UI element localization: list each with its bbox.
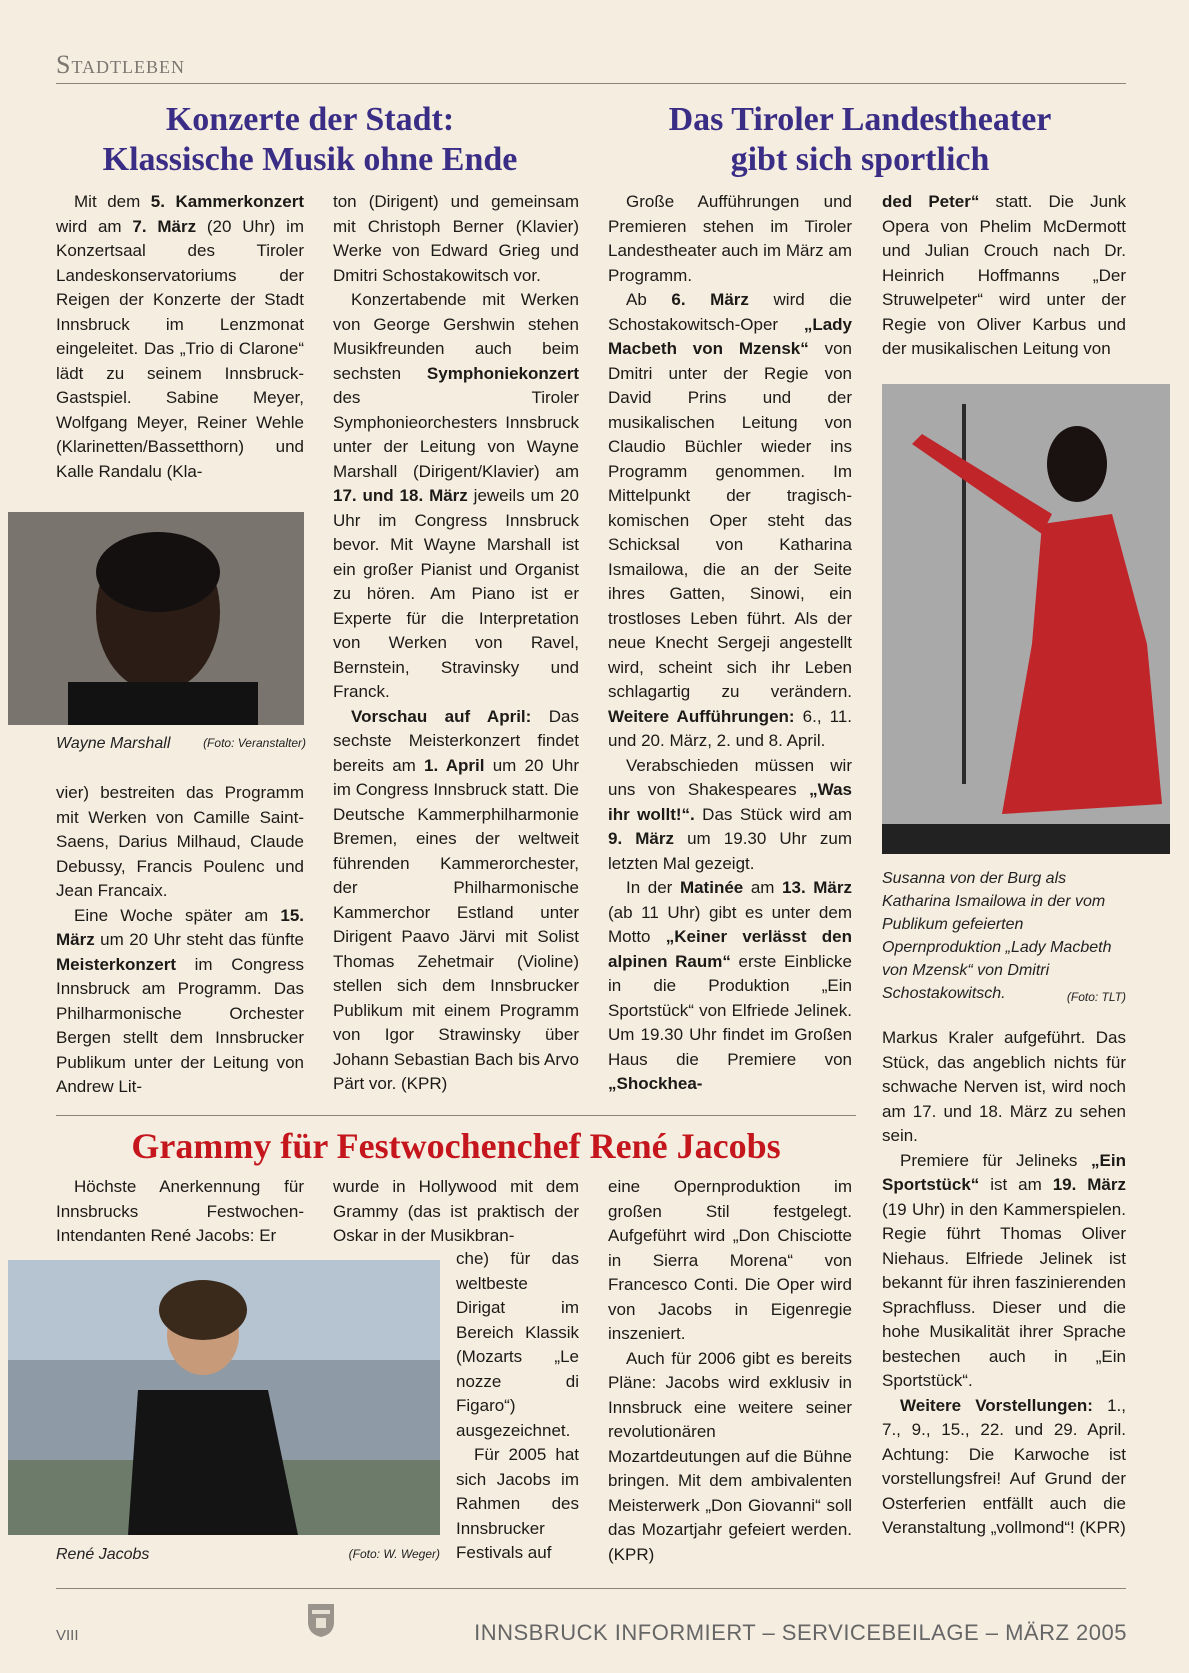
caption-credit: (Foto: Veranstalter) xyxy=(203,736,306,750)
article1-title-line2: Klassische Musik ohne Ende xyxy=(102,141,518,178)
header-rule xyxy=(56,83,1126,84)
caption-text: René Jacobs xyxy=(56,1546,150,1563)
caption-text: Wayne Marshall xyxy=(56,735,171,752)
article3-headline: Grammy für Festwochenchef René Jacobs xyxy=(131,1126,781,1166)
page-number: VIII xyxy=(56,1627,79,1644)
article3-column2-top: wurde in Hollywood mit dem Grammy (das ist praktisch der Oskar in der Musikbran- xyxy=(333,1177,579,1245)
footer-rule xyxy=(56,1588,1126,1589)
caption-credit: (Foto: TLT) xyxy=(1066,990,1126,1004)
wayne-marshall-photo xyxy=(8,512,304,725)
article2-headline xyxy=(600,100,1120,180)
section-label: Stadtleben xyxy=(56,50,185,79)
caption-credit: (Foto: W. Weger) xyxy=(348,1547,440,1561)
article3-column2-narrow: che) für das weltbeste Dirigat im Bereich Klassik (Mozarts „Le nozze di Figaro“) ausgezeichnet. Für 2005 hat sich Jacobs im Rahmen des Innsbrucker Festivals auf xyxy=(456,1249,579,1562)
article1-headline xyxy=(50,100,570,180)
publication-footer: INNSBRUCK INFORMIERT – SERVICEBEILAGE – MÄRZ 2005 xyxy=(474,1620,1127,1645)
article3-rule xyxy=(56,1115,856,1116)
article3-column3: eine Opernproduktion im großen Stil festgelegt. Aufgeführt wird „Don Chisciotte in Sierra Morena“ von Francesco Conti. Die Oper wird von Jacobs in Eigenregie inszeniert. Auch für 2006 gibt es bereits Pläne: Jacobs wird exklusiv in Innsbruck eine weitere seiner revolutionären Mozartdeutungen auf die Bühne bringen. Mit dem ambivalenten Meisterwerk „Don Giovanni“ soll das Mozartjahr gefeiert werden. (KPR) xyxy=(608,1177,852,1564)
article2-title-line2: gibt sich sportlich xyxy=(730,141,990,178)
article3-column1-top: Höchste Anerkennung für Innsbrucks Festwochen-Intendanten René Jacobs: Er xyxy=(56,1177,304,1245)
article1-column2: ton (Dirigent) und gemeinsam mit Christoph Berner (Klavier) Werke von Edward Grieg und Dmitri Schostakowitsch vor. Konzertabende mit Werken von George Gershwin stehen Musikfreunden auch beim sechsten Symphoniekonzert des Tiroler Symphonieorchesters Innsbruck unter der Leitung von Wayne Marshall (Dirigent/Klavier) am 17. und 18. März jeweils um 20 Uhr im Congress Innsbruck bevor. Mit Wayne Marshall ist ein großer Pianist und Organist zu hören. Am Piano ist er Experte für die Interpretation von Werken von Ravel, Bernstein, Stravinsky und Franck. Vorschau auf April: Das sechste Meisterkonzert findet bereits am 1. April um 20 Uhr im Congress Innsbruck statt. Die Deutsche Kammerphilharmonie Bremen, eines der weltweit führenden Kammerorchester, der Philharmonische Kammerchor Estland unter Dirigent Paavo Järvi mit Solist Thomas Zehetmair (Violine) stellen sich dem Innsbrucker Publikum mit einem Programm von Igor Strawinsky über Johann Sebastian Bach bis Arvo Pärt vor. (KPR) xyxy=(333,192,579,1093)
rene-jacobs-photo xyxy=(8,1260,440,1535)
city-crest-icon xyxy=(306,1602,336,1643)
lady-macbeth-photo xyxy=(882,384,1170,854)
article1-column1-bottom: vier) bestreiten das Programm mit Werken von Camille Saint-Saens, Darius Milhaud, Claude Debussy, Francis Poulenc und Jean Francaix. Eine Woche später am 15. März um 20 Uhr steht das fünfte Meisterkonzert im Congress Innsbruck am Programm. Das Philharmonische Orchester Bergen stellt dem Innsbrucker Publikum unter der Leitung von Andrew Lit- xyxy=(56,783,304,1096)
article2-title-line1: Das Tiroler Landestheater xyxy=(668,101,1052,138)
article2-column1: Große Aufführungen und Premieren stehen im Tiroler Landestheater auch im März am Programm. Ab 6. März wird die Schostakowitsch-Oper „Lady Macbeth von Mzensk“ von Dmitri unter der Regie von David Prins und der musikalischen Leitung von Claudio Büchler wieder ins Programm genommen. Im Mittelpunkt der tragisch-komischen Oper steht das Schicksal von Katharina Ismailowa, die an der Seite ihres Gatten, Sinowi, ein trostloses Leben führt. Als der neue Knecht Sergeji angestellt wird, scheint sich ihr Leben schlagartig zu verändern. Weitere Aufführungen: 6., 11. und 20. März, 2. und 8. April. Verabschieden müssen wir uns von Shakespeares „Was ihr wollt!“. Das Stück wird am 9. März um 19.30 Uhr zum letzten Mal gezeigt. In der Matinée am 13. März (ab 11 Uhr) gibt es unter dem Motto „Keiner verlässt den alpinen Raum“ erste Einblicke in die Produktion „Ein Sportstück“ von Elfriede Jelinek. Um 19.30 Uhr findet im Großen Haus die Premiere von „Shockhea- xyxy=(608,192,853,1093)
lady-macbeth-caption xyxy=(882,867,1126,1009)
rene-jacobs-caption xyxy=(56,1543,440,1566)
article1-column1-top: Mit dem 5. Kammerkonzert wird am 7. März (20 Uhr) im Konzertsaal des Tiroler Landeskonservatoriums der Reigen der Konzerte der Stadt Innsbruck im Lenzmonat eingeleitet. Das „Trio di Clarone“ lädt zu seinem Innsbruck-Gastspiel. Sabine Meyer, Wolfgang Meyer, Reiner Wehle (Klarinetten/Bassetthorn) und Kalle Randalu (Kla- xyxy=(56,192,305,481)
article2-column2-top: ded Peter“ statt. Die Junk Opera von Phelim McDermott und Julian Crouch nach Dr. Heinrich Hoffmanns „Der Struwelpeter“ wird unter der Regie von Oliver Karbus und der musikalischen Leitung von xyxy=(882,192,1126,358)
wayne-marshall-caption xyxy=(56,732,306,755)
article1-title-line1: Konzerte der Stadt: xyxy=(165,101,455,138)
caption-text: Susanna von der Burg als Katharina Ismailowa in der vom Publikum gefeierten Opernproduktion „Lady Macbeth von Mzensk“ von Dmitri Schostakowitsch. xyxy=(882,870,1112,1002)
article2-column2-bottom: Markus Kraler aufgeführt. Das Stück, das angeblich nichts für schwache Nerven ist, wird noch am 17. und 18. März zu sehen sein. Premiere für Jelineks „Ein Sportstück“ ist am 19. März (19 Uhr) in den Kammerspielen. Regie führt Thomas Oliver Niehaus. Elfriede Jelinek ist bekannt für ihren faszinierenden Sprachfluss. Dieser und die hohe Musikalität ihrer Sprache bestechen auch in „Ein Sportstück“. Weitere Vorstellungen: 1., 7., 9., 15., 22. und 29. April. Achtung: Die Karwoche ist vorstellungsfrei! Auf Grund der Osterferien entfällt auch die Veranstaltung „vollmond“! (KPR) xyxy=(882,1028,1127,1537)
